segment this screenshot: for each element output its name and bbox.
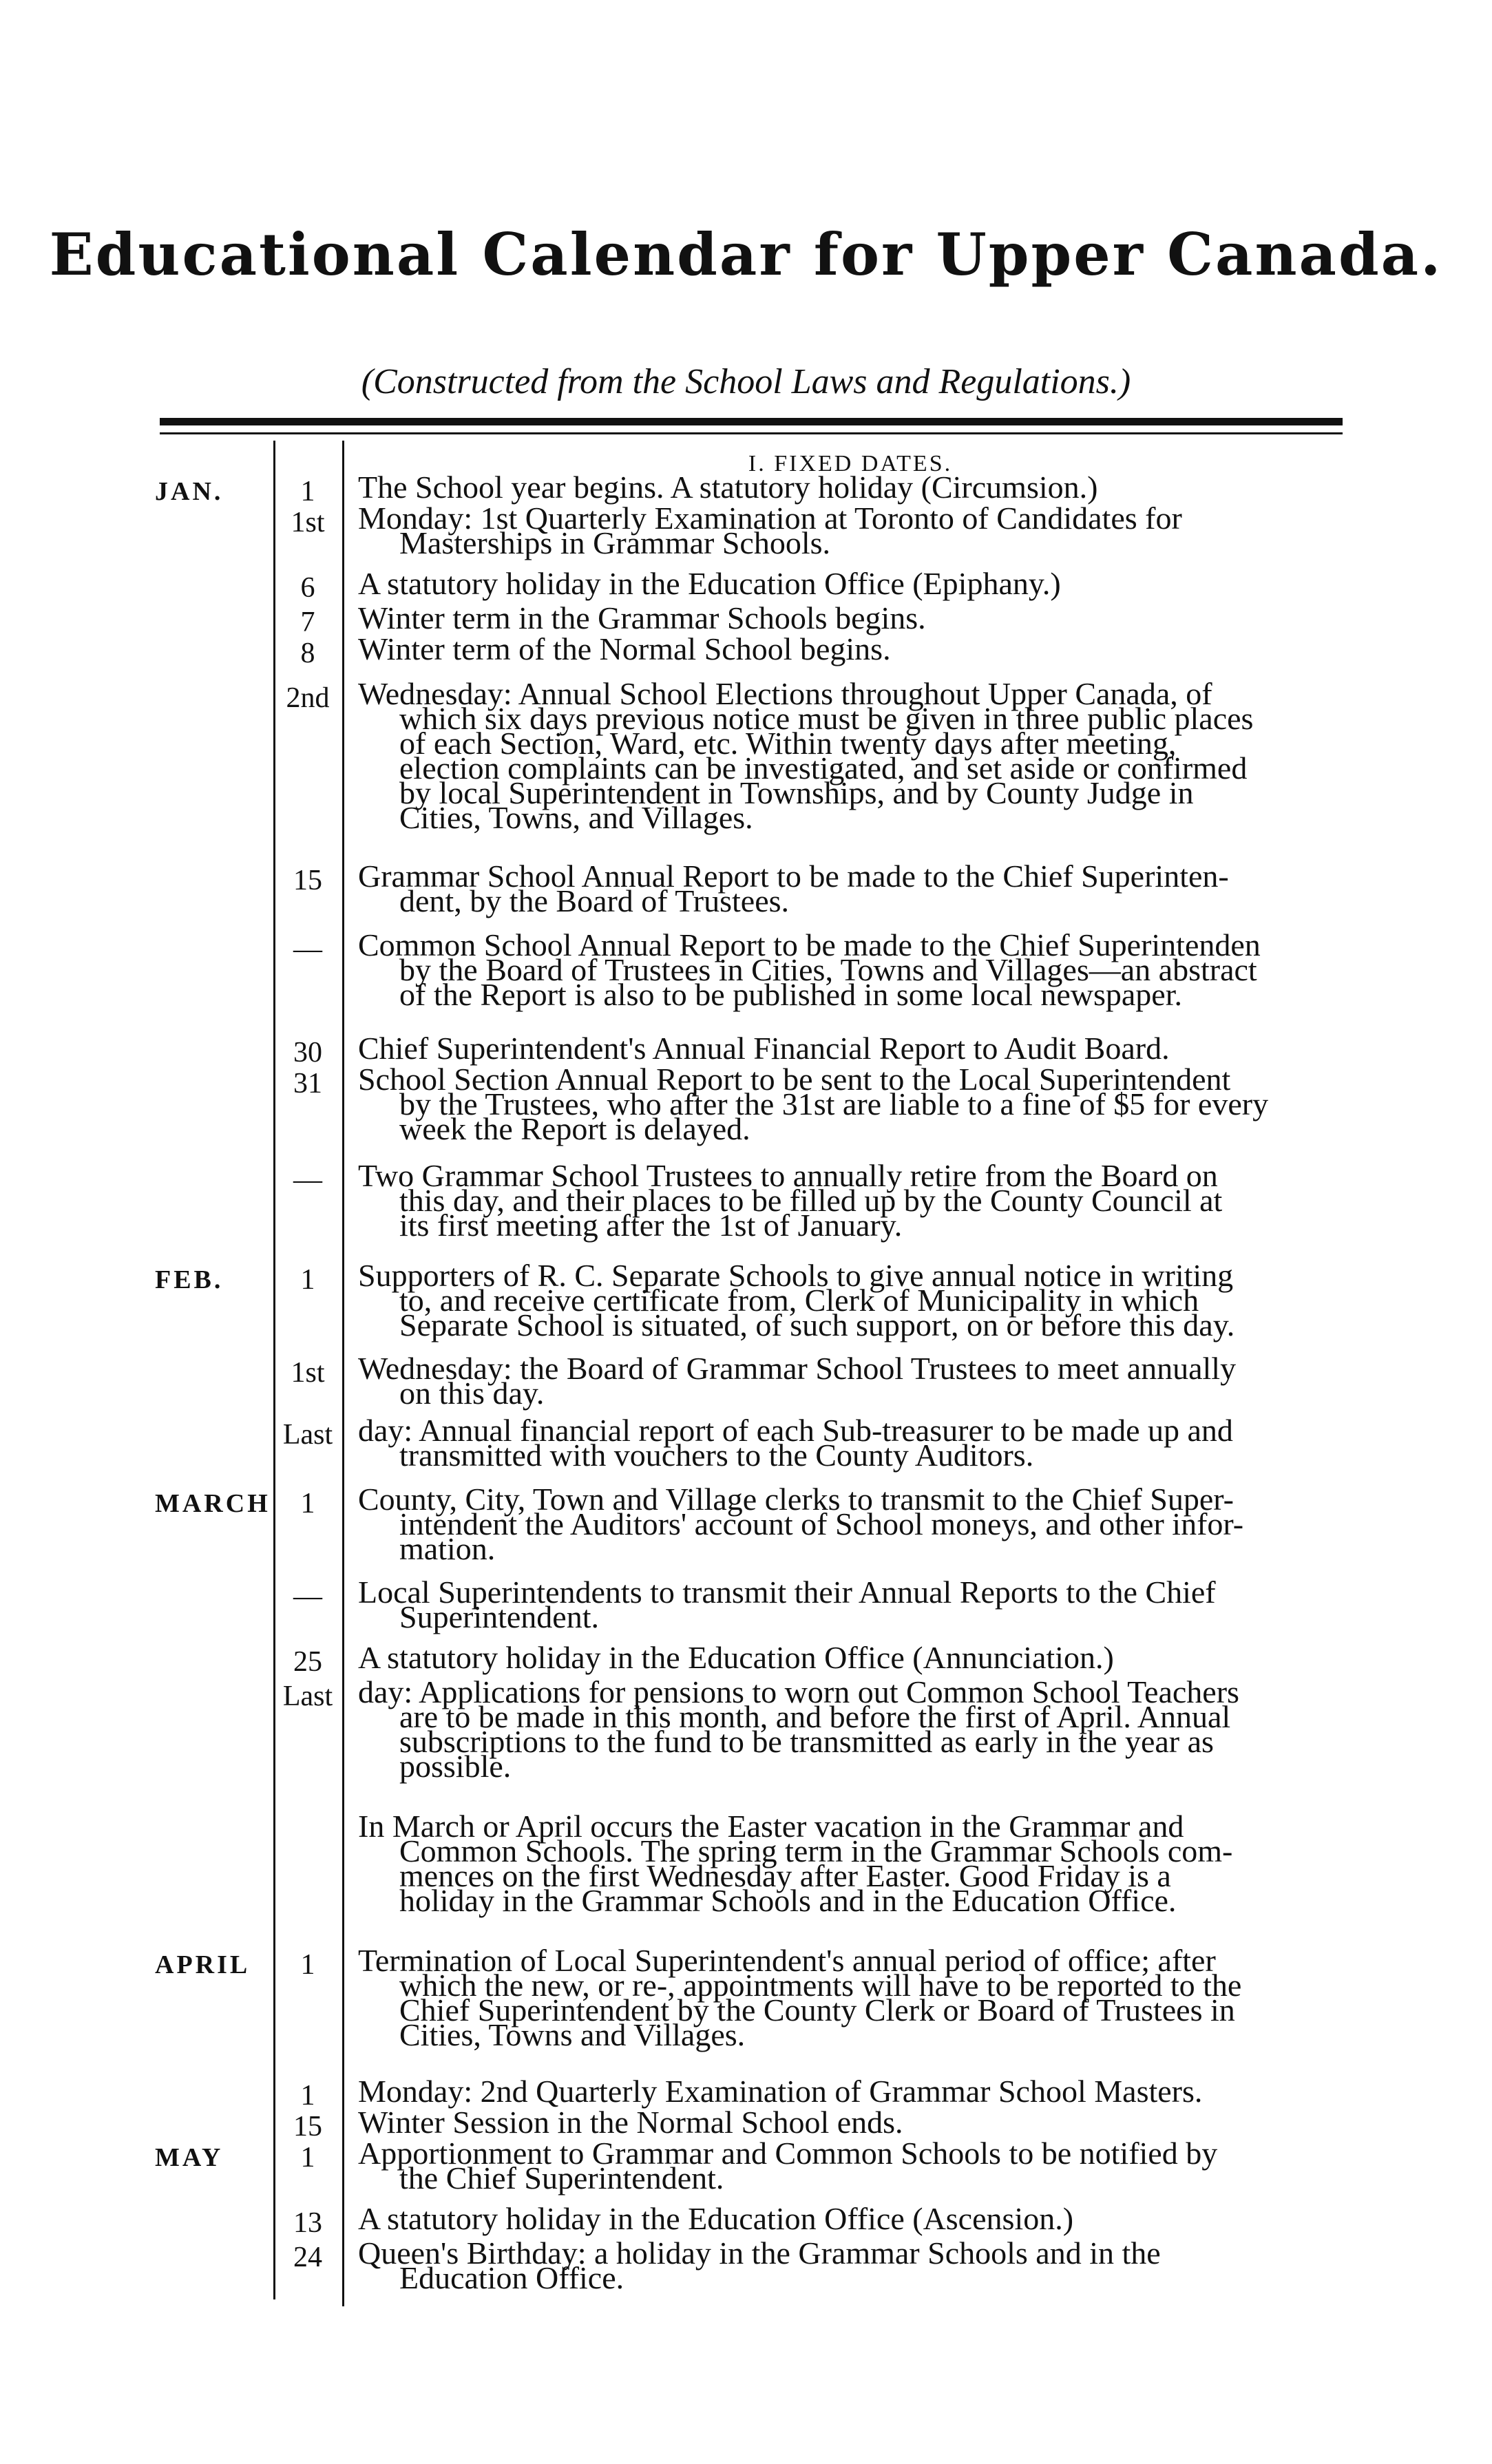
entry-text bbox=[358, 2136, 1349, 2196]
entry-text bbox=[358, 1062, 1349, 1146]
entry-line: subscriptions to the fund to be transmitted as early in the year as bbox=[399, 1724, 1214, 1759]
entry-line: of each Section, Ward, etc. Within twenty days after meeting, bbox=[399, 726, 1177, 761]
entry-line: dent, by the Board of Trustees. bbox=[399, 883, 790, 918]
entry-line: Common School Annual Report to be made to the Chief Superintenden bbox=[358, 927, 1261, 962]
entry-line: Chief Superintendent by the County Clerk or Board of Trustees in bbox=[399, 1992, 1235, 2028]
entry-line: its first meeting after the 1st of January. bbox=[399, 1208, 903, 1243]
entry-day: 30 bbox=[293, 1037, 322, 1068]
entry-line: Local Superintendents to transmit their Annual Reports to the Chief bbox=[358, 1575, 1216, 1610]
entry-line: Supporters of R. C. Separate Schools to give annual notice in writing bbox=[358, 1258, 1234, 1293]
entry-day: — bbox=[293, 1581, 322, 1612]
entry-day: 1 bbox=[300, 2080, 315, 2112]
entry-text bbox=[358, 676, 1349, 835]
entry-line: which the new, or re-, appointments will have to be reported to the bbox=[399, 1968, 1242, 2003]
entry-day: Last bbox=[282, 1681, 333, 1712]
entry-line: Two Grammar School Trustees to annually retire from the Board on bbox=[358, 1158, 1218, 1193]
entry-day: 13 bbox=[293, 2207, 322, 2239]
entry-text bbox=[358, 1809, 1349, 1918]
entry-line: week the Report is delayed. bbox=[399, 1111, 750, 1146]
entry-month: FEB. bbox=[155, 1265, 224, 1294]
entry-line: Monday: 1st Quarterly Examination at Toronto of Candidates for bbox=[358, 501, 1182, 536]
entry-line: Queen's Birthday: a holiday in the Grammar Schools and in the bbox=[358, 2235, 1161, 2271]
entry-day: 1st bbox=[291, 507, 325, 538]
entry-line: by local Superintendent in Townships, and by County Judge in bbox=[399, 775, 1194, 810]
entry-line: Wednesday: Annual School Elections throughout Upper Canada, of bbox=[358, 676, 1212, 711]
entry-day: 15 bbox=[293, 2111, 322, 2142]
entry-text bbox=[358, 2201, 1349, 2236]
entry-text bbox=[358, 927, 1349, 1012]
entry-text bbox=[358, 566, 1349, 601]
entry-line: which six days previous notice must be given in three public places bbox=[399, 701, 1254, 736]
entry-line: Monday: 2nd Quarterly Examination of Grammar School Masters. bbox=[358, 2074, 1203, 2109]
entry-line: intendent the Auditors' account of School moneys, and other infor- bbox=[399, 1506, 1244, 1541]
entry-text bbox=[358, 501, 1349, 560]
entry-line: on this day. bbox=[399, 1376, 545, 1411]
entry-line: A statutory holiday in the Education Office (Ascension.) bbox=[358, 2201, 1074, 2236]
entry-line: Common Schools. The spring term in the Grammar Schools com- bbox=[399, 1833, 1233, 1868]
entry-text bbox=[358, 1158, 1349, 1243]
entry-line: Education Office. bbox=[399, 2260, 624, 2295]
entry-text bbox=[358, 1413, 1349, 1473]
entry-day: — bbox=[293, 1164, 322, 1196]
entry-line: Superintendent. bbox=[399, 1599, 599, 1634]
entry-line: by the Trustees, who after the 31st are liable to a fine of $5 for every bbox=[399, 1086, 1269, 1122]
entry-line: In March or April occurs the Easter vacation in the Grammar and bbox=[358, 1809, 1184, 1844]
entry-line: this day, and their places to be filled up by the County Council at bbox=[399, 1183, 1223, 1218]
entry-line: Wednesday: the Board of Grammar School Trustees to meet annually bbox=[358, 1351, 1237, 1386]
entry-line: Grammar School Annual Report to be made to the Chief Superinten- bbox=[358, 859, 1229, 894]
entry-line: transmitted with vouchers to the County Auditors. bbox=[399, 1438, 1034, 1473]
entry-line: Winter Session in the Normal School ends. bbox=[358, 2105, 903, 2140]
entry-day: 25 bbox=[293, 1646, 322, 1678]
entry-line: County, City, Town and Village clerks to transmit to the Chief Super- bbox=[358, 1482, 1234, 1517]
entry-month: MARCH bbox=[155, 1489, 271, 1518]
page-subtitle: (Constructed from the School Laws and Regulations.) bbox=[361, 362, 1131, 401]
entry-line: mences on the first Wednesday after Easter. Good Friday is a bbox=[399, 1858, 1171, 1893]
entry-day: 15 bbox=[293, 865, 322, 896]
entry-month: APRIL bbox=[155, 1950, 251, 1979]
entry-line: Winter term of the Normal School begins. bbox=[358, 631, 891, 666]
entry-day: 6 bbox=[300, 572, 315, 604]
entry-day: 1 bbox=[300, 1488, 315, 1519]
entry-day: 1st bbox=[291, 1357, 325, 1389]
entry-text bbox=[358, 1482, 1349, 1566]
entry-line: of the Report is also to be published in some local newspaper. bbox=[399, 977, 1182, 1012]
entry-day: 7 bbox=[300, 607, 315, 638]
entry-day: 24 bbox=[293, 2242, 322, 2273]
entry-day: 31 bbox=[293, 1068, 322, 1099]
entry-line: A statutory holiday in the Education Office (Epiphany.) bbox=[358, 566, 1061, 601]
entry-text bbox=[358, 1674, 1349, 1784]
entry-line: Apportionment to Grammar and Common Schools to be notified by bbox=[358, 2136, 1218, 2171]
entry-line: day: Annual financial report of each Sub-treasurer to be made up and bbox=[358, 1413, 1233, 1448]
entry-line: Separate School is situated, of such support, on or before this day. bbox=[399, 1307, 1235, 1342]
entry-text bbox=[358, 859, 1349, 918]
entry-line: Cities, Towns, and Villages. bbox=[399, 800, 753, 835]
entry-line: Winter term in the Grammar Schools begins. bbox=[358, 600, 926, 635]
entry-line: The School year begins. A statutory holiday (Circumsion.) bbox=[358, 470, 1098, 505]
entry-line: Masterships in Grammar Schools. bbox=[399, 525, 831, 560]
entry-text bbox=[358, 2074, 1349, 2109]
entry-text bbox=[358, 1943, 1349, 2052]
entry-text bbox=[358, 2235, 1349, 2295]
entry-text bbox=[358, 1351, 1349, 1411]
entry-day: 8 bbox=[300, 638, 315, 669]
entry-month: MAY bbox=[155, 2143, 224, 2172]
entry-text bbox=[358, 1575, 1349, 1634]
entry-text bbox=[358, 2105, 1349, 2140]
entry-day: 1 bbox=[300, 1949, 315, 1981]
entry-text bbox=[358, 470, 1349, 505]
entry-line: by the Board of Trustees in Cities, Towns and Villages—an abstract bbox=[399, 952, 1257, 987]
entry-text bbox=[358, 631, 1349, 666]
entry-line: possible. bbox=[399, 1749, 512, 1784]
entry-line: A statutory holiday in the Education Office (Annunciation.) bbox=[358, 1640, 1114, 1675]
entry-day: 1 bbox=[300, 2142, 315, 2173]
entry-line: Cities, Towns and Villages. bbox=[399, 2017, 746, 2052]
entry-line: Termination of Local Superintendent's annual period of office; after bbox=[358, 1943, 1216, 1978]
entry-day: Last bbox=[282, 1419, 333, 1451]
entry-line: Chief Superintendent's Annual Financial Report to Audit Board. bbox=[358, 1031, 1170, 1066]
entry-text bbox=[358, 1640, 1349, 1675]
entry-line: holiday in the Grammar Schools and in the Education Office. bbox=[399, 1883, 1177, 1918]
page-title: Educational Calendar for Upper Canada. bbox=[49, 220, 1443, 288]
section-heading: I. FIXED DATES. bbox=[748, 451, 953, 476]
entry-text bbox=[358, 1258, 1349, 1342]
entry-day: 1 bbox=[300, 476, 315, 507]
entry-line: day: Applications for pensions to worn out Common School Teachers bbox=[358, 1674, 1239, 1709]
entry-text bbox=[358, 1031, 1349, 1066]
entry-line: School Section Annual Report to be sent to the Local Superintendent bbox=[358, 1062, 1231, 1097]
entry-day: 1 bbox=[300, 1264, 315, 1296]
entry-line: to, and receive certificate from, Clerk of Municipality in which bbox=[399, 1283, 1199, 1318]
entry-day: — bbox=[293, 934, 322, 965]
entry-line: election complaints can be investigated, and set aside or confirmed bbox=[399, 750, 1248, 786]
entry-day: 2nd bbox=[286, 682, 330, 714]
entry-line: are to be made in this month, and before the first of April. Annual bbox=[399, 1699, 1231, 1734]
entry-month: JAN. bbox=[155, 477, 224, 506]
entry-text bbox=[358, 600, 1349, 635]
entry-line: mation. bbox=[399, 1531, 496, 1566]
entry-line: the Chief Superintendent. bbox=[399, 2160, 724, 2196]
